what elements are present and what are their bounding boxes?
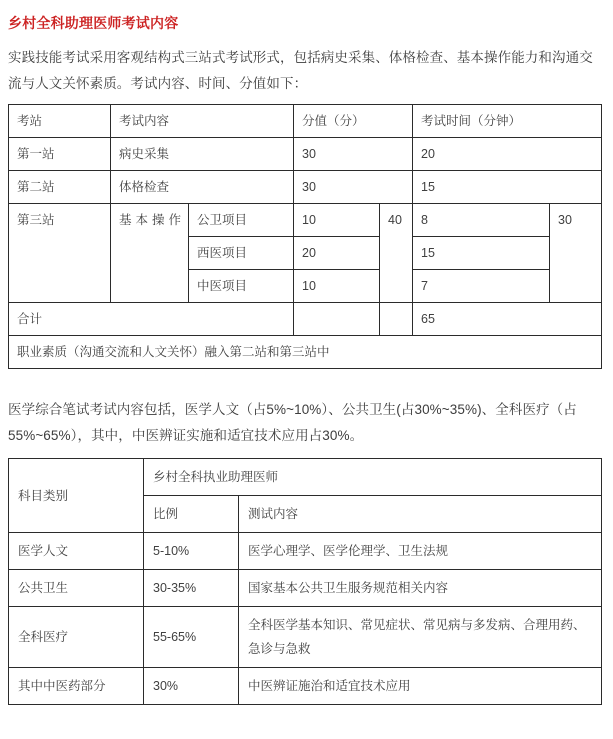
header-content: 考试内容 [111, 105, 294, 138]
total-score-sub [380, 303, 413, 336]
table-total-row [9, 303, 602, 336]
subject-category: 医学人文 [9, 533, 144, 570]
total-label: 合计 [9, 303, 294, 336]
total-score [294, 303, 380, 336]
table-row [9, 570, 602, 607]
subject-ratio: 5-10% [144, 533, 239, 570]
table-header-row [9, 459, 602, 496]
station-time-total: 30 [550, 204, 602, 303]
sub-item-score: 10 [294, 204, 380, 237]
sub-item-score: 10 [294, 270, 380, 303]
station-name: 第三站 [9, 204, 111, 303]
subject-content: 全科医学基本知识、常见症状、常见病与多发病、合理用药、急诊与急救 [239, 607, 602, 668]
intro-paragraph: 实践技能考试采用客观结构式三站式考试形式，包括病史采集、体格检查、基本操作能力和沟通交流与人文关怀素质。考试内容、时间、分值如下： [8, 50, 593, 91]
station-name: 第一站 [9, 138, 111, 171]
station-group-label: 基本操作 [111, 204, 189, 303]
subject-content: 医学心理学、医学伦理学、卫生法规 [239, 533, 602, 570]
table-row [9, 204, 602, 237]
station-content: 病史采集 [111, 138, 294, 171]
header-subject-category: 科目类别 [9, 459, 144, 533]
station-content: 体格检查 [111, 171, 294, 204]
table-note-row [9, 336, 602, 369]
header-ratio: 比例 [144, 496, 239, 533]
subject-category: 全科医疗 [9, 607, 144, 668]
header-exam-name: 乡村全科执业助理医师 [144, 459, 602, 496]
station-time: 15 [413, 171, 602, 204]
written-exam-table [8, 458, 602, 705]
table-row [9, 607, 602, 668]
sub-item-time: 8 [413, 204, 550, 237]
page-title: 乡村全科助理医师考试内容 [8, 15, 179, 31]
total-time: 65 [413, 303, 602, 336]
station-score-total: 40 [380, 204, 413, 303]
station-score: 30 [294, 138, 413, 171]
sub-item-name: 中医项目 [189, 270, 294, 303]
bottom-spacer [8, 705, 605, 739]
table-row [9, 171, 602, 204]
header-test-content: 测试内容 [239, 496, 602, 533]
table-row [9, 533, 602, 570]
subject-ratio: 55-65% [144, 607, 239, 668]
written-exam-paragraph: 医学综合笔试考试内容包括，医学人文（占5%~10%）、公共卫生(占30%~35%)、全科医疗（占55%~65%），其中，中医辨证实施和适宜技术应用占30%。 [8, 402, 577, 443]
subject-content: 国家基本公共卫生服务规范相关内容 [239, 570, 602, 607]
header-time: 考试时间（分钟） [413, 105, 602, 138]
table-row [9, 138, 602, 171]
station-score: 30 [294, 171, 413, 204]
subject-content: 中医辨证施治和适宜技术应用 [239, 668, 602, 705]
table-note: 职业素质（沟通交流和人文关怀）融入第二站和第三站中 [9, 336, 602, 369]
subject-ratio: 30-35% [144, 570, 239, 607]
subject-category: 公共卫生 [9, 570, 144, 607]
sub-item-name: 公卫项目 [189, 204, 294, 237]
sub-item-name: 西医项目 [189, 237, 294, 270]
header-station: 考站 [9, 105, 111, 138]
sub-item-time: 7 [413, 270, 550, 303]
table-row [9, 668, 602, 705]
table-header-row [9, 105, 602, 138]
practical-exam-table [8, 104, 602, 369]
header-score: 分值（分） [294, 105, 413, 138]
station-time: 20 [413, 138, 602, 171]
station-name: 第二站 [9, 171, 111, 204]
subject-ratio: 30% [144, 668, 239, 705]
sub-item-score: 20 [294, 237, 380, 270]
subject-category: 其中中医药部分 [9, 668, 144, 705]
sub-item-time: 15 [413, 237, 550, 270]
